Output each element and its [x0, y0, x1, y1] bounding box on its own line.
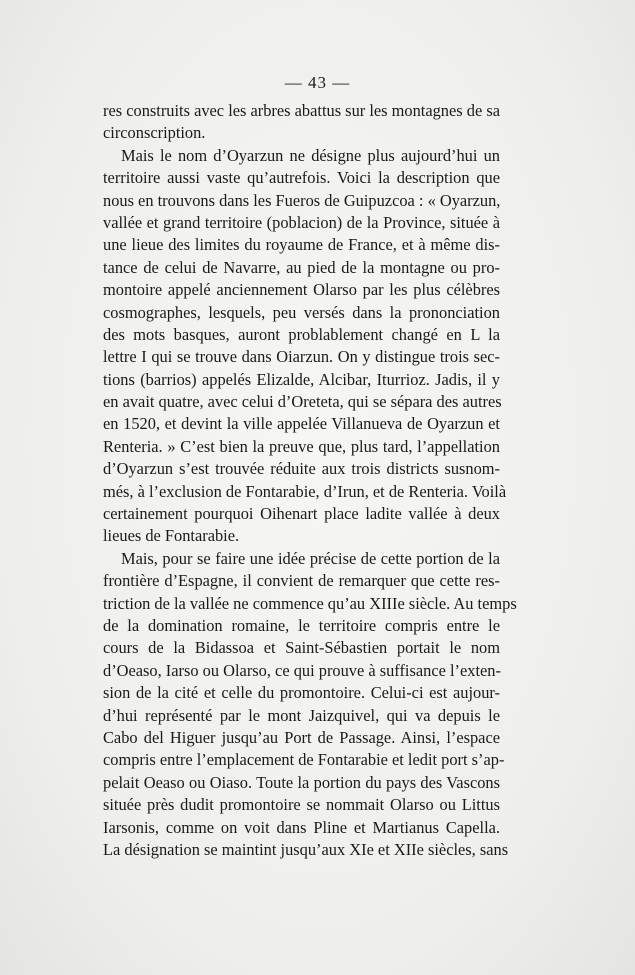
text-line: pelait Oeaso ou Oiaso. Toute la portion du pays des Vascons: [103, 772, 500, 792]
text-line: tance de celui de Navarre, au pied de la montagne ou pro-: [103, 257, 500, 277]
text-line: de la domination romaine, le territoire compris entre le: [103, 615, 500, 635]
text-line: Mais le nom d’Oyarzun ne désigne plus aujourd’hui un: [121, 145, 500, 165]
text-line: sion de la cité et celle du promontoire. Celui-ci est aujour-: [103, 683, 500, 703]
text-line: Iarsonis, comme on voit dans Pline et Martianus Capella.: [103, 817, 500, 837]
text-line: més, à l’exclusion de Fontarabie, d’Irun, et de Renteria. Voilà: [103, 481, 507, 501]
body-text: [103, 100, 517, 861]
text-line: nous en trouvons dans les Fueros de Guipuzcoa : « Oyarzun,: [103, 190, 501, 210]
text-line: frontière d’Espagne, il convient de remarquer que cette res-: [103, 571, 500, 591]
text-line: montoire appelé anciennement Olarso par les plus célèbres: [103, 280, 500, 300]
text-line: certainement pourquoi Oihenart place ladite vallée à deux: [103, 504, 500, 524]
text-line: Renteria. » C’est bien la preuve que, plus tard, l’appellation: [103, 436, 500, 456]
text-line: Cabo del Higuer jusqu’au Port de Passage. Ainsi, l’espace: [103, 727, 500, 747]
text-line: une lieue des limites du royaume de France, et à même dis-: [103, 235, 500, 255]
text-line: des mots basques, auront problablement changé en L la: [103, 324, 500, 344]
text-line: lieues de Fontarabie.: [103, 526, 240, 546]
text-line: La désignation se maintint jusqu’aux XIe et XIIe siècles, sans: [103, 839, 509, 859]
text-line: cours de la Bidassoa et Saint-Sébastien portait le nom: [103, 638, 500, 658]
text-line: d’Oyarzun s’est trouvée réduite aux trois districts susnom-: [103, 459, 500, 479]
text-line: en avait quatre, avec celui d’Oreteta, qui se sépara des autres: [103, 392, 502, 412]
text-line: vallée et grand territoire (poblacion) de la Province, située à: [103, 212, 500, 232]
text-line: circonscription.: [103, 123, 206, 143]
text-line: située près dudit promontoire se nommait Olarso ou Littus: [103, 795, 500, 815]
text-line: res construits avec les arbres abattus sur les montagnes de sa: [103, 101, 500, 120]
text-line: d’hui représenté par le mont Jaizquivel, qui va depuis le: [103, 705, 500, 725]
text-line: territoire aussi vaste qu’autrefois. Voici la description que: [103, 168, 500, 188]
text-line: Mais, pour se faire une idée précise de cette portion de la: [121, 548, 500, 568]
text-line: cosmographes, lesquels, peu versés dans la prononciation: [103, 302, 500, 322]
text-line: lettre I qui se trouve dans Oiarzun. On y distingue trois sec-: [103, 347, 500, 367]
text-line: triction de la vallée ne commence qu’au XIIIe siècle. Au temps: [103, 593, 517, 613]
page-number: — 43 —: [284, 73, 351, 92]
text-line: d’Oeaso, Iarso ou Olarso, ce qui prouve à suffisance l’exten-: [103, 660, 501, 680]
text-line: tions (barrios) appelés Elizalde, Alcibar, Iturrioz. Jadis, il y: [103, 369, 500, 389]
text-line: en 1520, et devint la ville appelée Villanueva de Oyarzun et: [103, 414, 500, 434]
text-line: compris entre l’emplacement de Fontarabie et ledit port s’ap-: [103, 750, 505, 770]
